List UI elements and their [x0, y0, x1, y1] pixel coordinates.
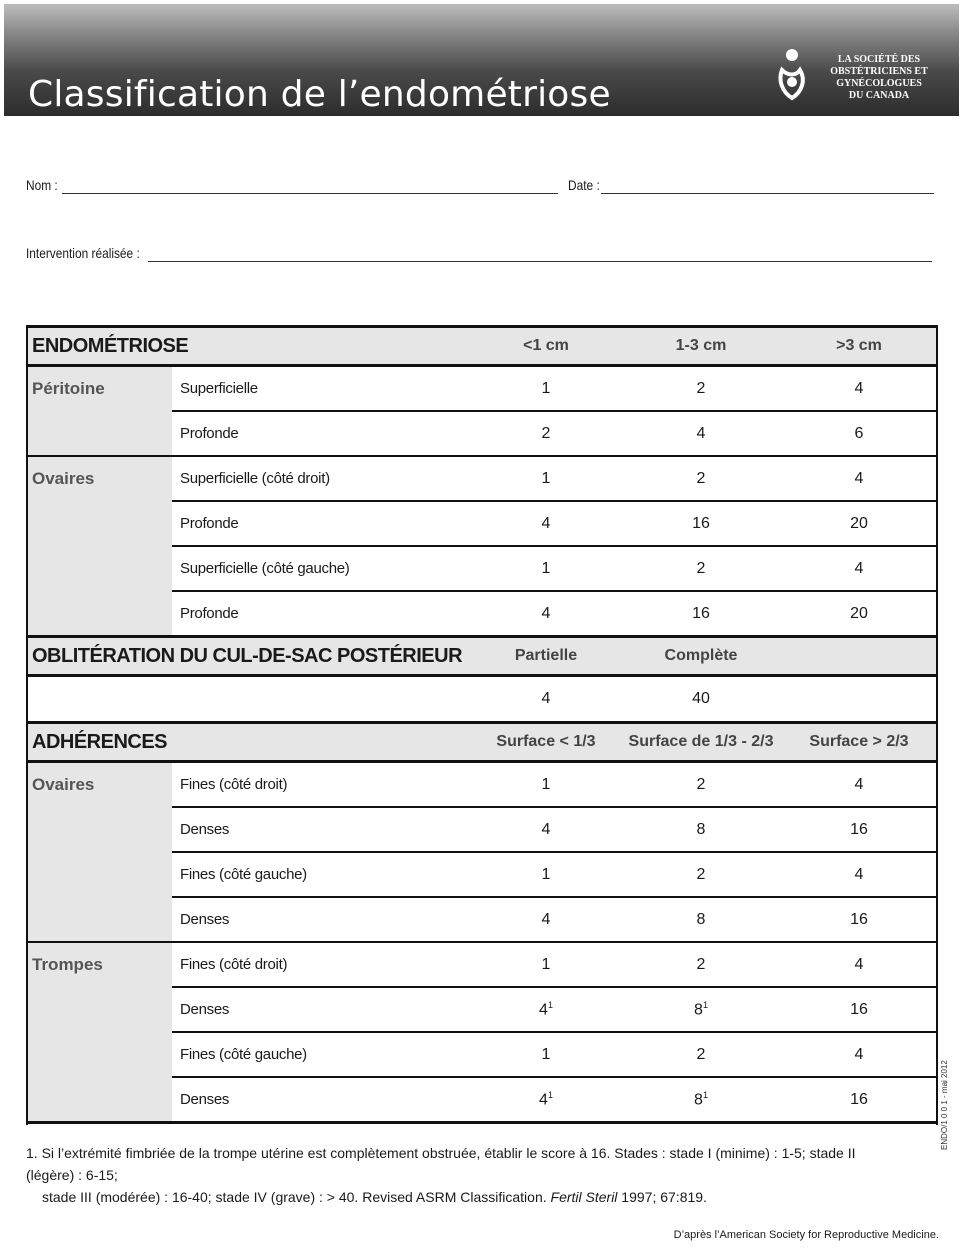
- obliteration-title: OBLITÉRATION DU CUL-DE-SAC POSTÉRIEUR: [26, 637, 470, 676]
- header-banner: [4, 4, 959, 116]
- group-label-ovaires: Ovaires: [26, 762, 172, 943]
- score-cell: 16: [780, 807, 938, 852]
- score-cell: 4: [470, 591, 622, 637]
- score-cell: 4: [780, 456, 938, 501]
- table-row: [26, 456, 938, 501]
- score-cell: 2: [622, 852, 780, 897]
- score-cell: 4: [780, 762, 938, 808]
- score-cell: 40: [622, 676, 780, 723]
- footnote-text: stade III (modérée) : 16-40; stade IV (grave) : > 40. Revised ASRM Classification.: [42, 1189, 551, 1205]
- footnote-citation: 1997; 67:819.: [617, 1189, 707, 1205]
- table-row: [26, 676, 938, 723]
- page-title: Classification de l’endométriose: [28, 74, 611, 115]
- score-cell: 1: [470, 366, 622, 412]
- score-cell: 2: [622, 762, 780, 808]
- journal-name: Fertil Steril: [550, 1189, 618, 1205]
- score-cell: 4: [470, 897, 622, 942]
- column-header: Surface < 1/3: [470, 723, 622, 762]
- score-cell: 6: [780, 411, 938, 456]
- column-header: Partielle: [470, 637, 622, 676]
- obliteration-header: [26, 637, 938, 676]
- column-header: Complète: [622, 637, 780, 676]
- column-header: >3 cm: [780, 327, 938, 366]
- table-row: [26, 366, 938, 412]
- nom-label: Nom :: [26, 177, 58, 193]
- score-cell: [622, 1077, 780, 1123]
- endometriose-header: [26, 327, 938, 366]
- intervention-label: Intervention réalisée :: [26, 245, 140, 261]
- column-header: 1-3 cm: [622, 327, 780, 366]
- column-header: Surface de 1/3 - 2/3: [622, 723, 780, 762]
- score-cell: 8: [622, 897, 780, 942]
- score-cell: 2: [622, 366, 780, 412]
- score-cell: 2: [622, 1032, 780, 1077]
- row-label: Denses: [172, 987, 470, 1032]
- row-label: Denses: [172, 1077, 470, 1123]
- score-cell: 4: [780, 1032, 938, 1077]
- empty-cell: [780, 676, 938, 723]
- row-label: Fines (côté gauche): [172, 1032, 470, 1077]
- score-cell: 1: [470, 546, 622, 591]
- score-cell: 2: [622, 942, 780, 987]
- empty-cell: [26, 676, 470, 723]
- score-cell: 2: [622, 546, 780, 591]
- score-cell: 4: [622, 411, 780, 456]
- score-value: 8: [694, 1091, 703, 1109]
- group-label-trompes: Trompes: [26, 942, 172, 1123]
- row-label: Fines (côté droit): [172, 762, 470, 808]
- score-cell: 1: [470, 456, 622, 501]
- score-cell: 16: [780, 987, 938, 1032]
- footnote-line-1: 1. Si l’extrémité fimbriée de la trompe utérine est complètement obstruée, établir le score à 16. Stades : stade I (minime) : 1-5; stade II (légère) : 6-15;: [26, 1145, 856, 1183]
- score-cell: 4: [470, 676, 622, 723]
- sogc-logo: [774, 46, 944, 106]
- score-cell: 4: [470, 501, 622, 546]
- score-value: 4: [539, 1001, 548, 1019]
- score-cell: [622, 987, 780, 1032]
- footnote: [26, 1142, 866, 1208]
- row-label: Denses: [172, 807, 470, 852]
- score-cell: 20: [780, 591, 938, 637]
- score-cell: 2: [470, 411, 622, 456]
- row-label: Superficielle (côté gauche): [172, 546, 470, 591]
- document-code: ENDO/1 0 0 1 - mai 2012: [940, 1060, 949, 1150]
- nom-field[interactable]: [62, 193, 558, 194]
- footnote-line-2: [26, 1186, 866, 1208]
- score-cell: [470, 987, 622, 1032]
- score-cell: 16: [622, 501, 780, 546]
- row-label: Profonde: [172, 591, 470, 637]
- score-cell: 4: [780, 546, 938, 591]
- score-cell: 16: [622, 591, 780, 637]
- row-label: Fines (côté gauche): [172, 852, 470, 897]
- endometriose-title: ENDOMÉTRIOSE: [26, 327, 470, 366]
- score-cell: 1: [470, 942, 622, 987]
- logo-text: LA SOCIÉTÉ DES OBSTÉTRICIENS ET GYNÉCOLOGUES DU CANADA: [830, 54, 928, 101]
- row-label: Fines (côté droit): [172, 942, 470, 987]
- footnote-marker: 1: [547, 999, 553, 1010]
- score-cell: 1: [470, 762, 622, 808]
- column-header: Surface > 2/3: [780, 723, 938, 762]
- score-cell: 16: [780, 897, 938, 942]
- score-cell: 4: [780, 852, 938, 897]
- adherences-header: [26, 723, 938, 762]
- score-cell: 2: [622, 456, 780, 501]
- adherences-title: ADHÉRENCES: [26, 723, 470, 762]
- row-label: Superficielle: [172, 366, 470, 412]
- footnote-marker: 1: [547, 1089, 553, 1100]
- date-field[interactable]: [601, 193, 934, 194]
- table-row: [26, 942, 938, 987]
- row-label: Superficielle (côté droit): [172, 456, 470, 501]
- score-cell: 1: [470, 1032, 622, 1077]
- group-label-ovaires: Ovaires: [26, 456, 172, 637]
- row-label: Profonde: [172, 411, 470, 456]
- score-cell: 4: [780, 366, 938, 412]
- intervention-field[interactable]: [148, 261, 932, 262]
- row-label: Denses: [172, 897, 470, 942]
- column-header-empty: [780, 637, 938, 676]
- score-cell: 20: [780, 501, 938, 546]
- score-value: 8: [694, 1001, 703, 1019]
- table-row: [26, 762, 938, 808]
- date-label: Date :: [568, 177, 600, 193]
- score-cell: 4: [780, 942, 938, 987]
- group-label-peritoine: Péritoine: [26, 366, 172, 457]
- classification-table: [26, 325, 938, 1124]
- score-cell: 4: [470, 807, 622, 852]
- credit-text: D’après l’American Society for Reproductive Medicine.: [673, 1229, 939, 1241]
- sogc-emblem-icon: [774, 46, 810, 106]
- score-value: 4: [539, 1091, 548, 1109]
- column-header: <1 cm: [470, 327, 622, 366]
- score-cell: [470, 1077, 622, 1123]
- score-cell: 16: [780, 1077, 938, 1123]
- score-cell: 1: [470, 852, 622, 897]
- score-cell: 8: [622, 807, 780, 852]
- row-label: Profonde: [172, 501, 470, 546]
- footnote-marker: 1: [702, 1089, 708, 1100]
- footnote-marker: 1: [702, 999, 708, 1010]
